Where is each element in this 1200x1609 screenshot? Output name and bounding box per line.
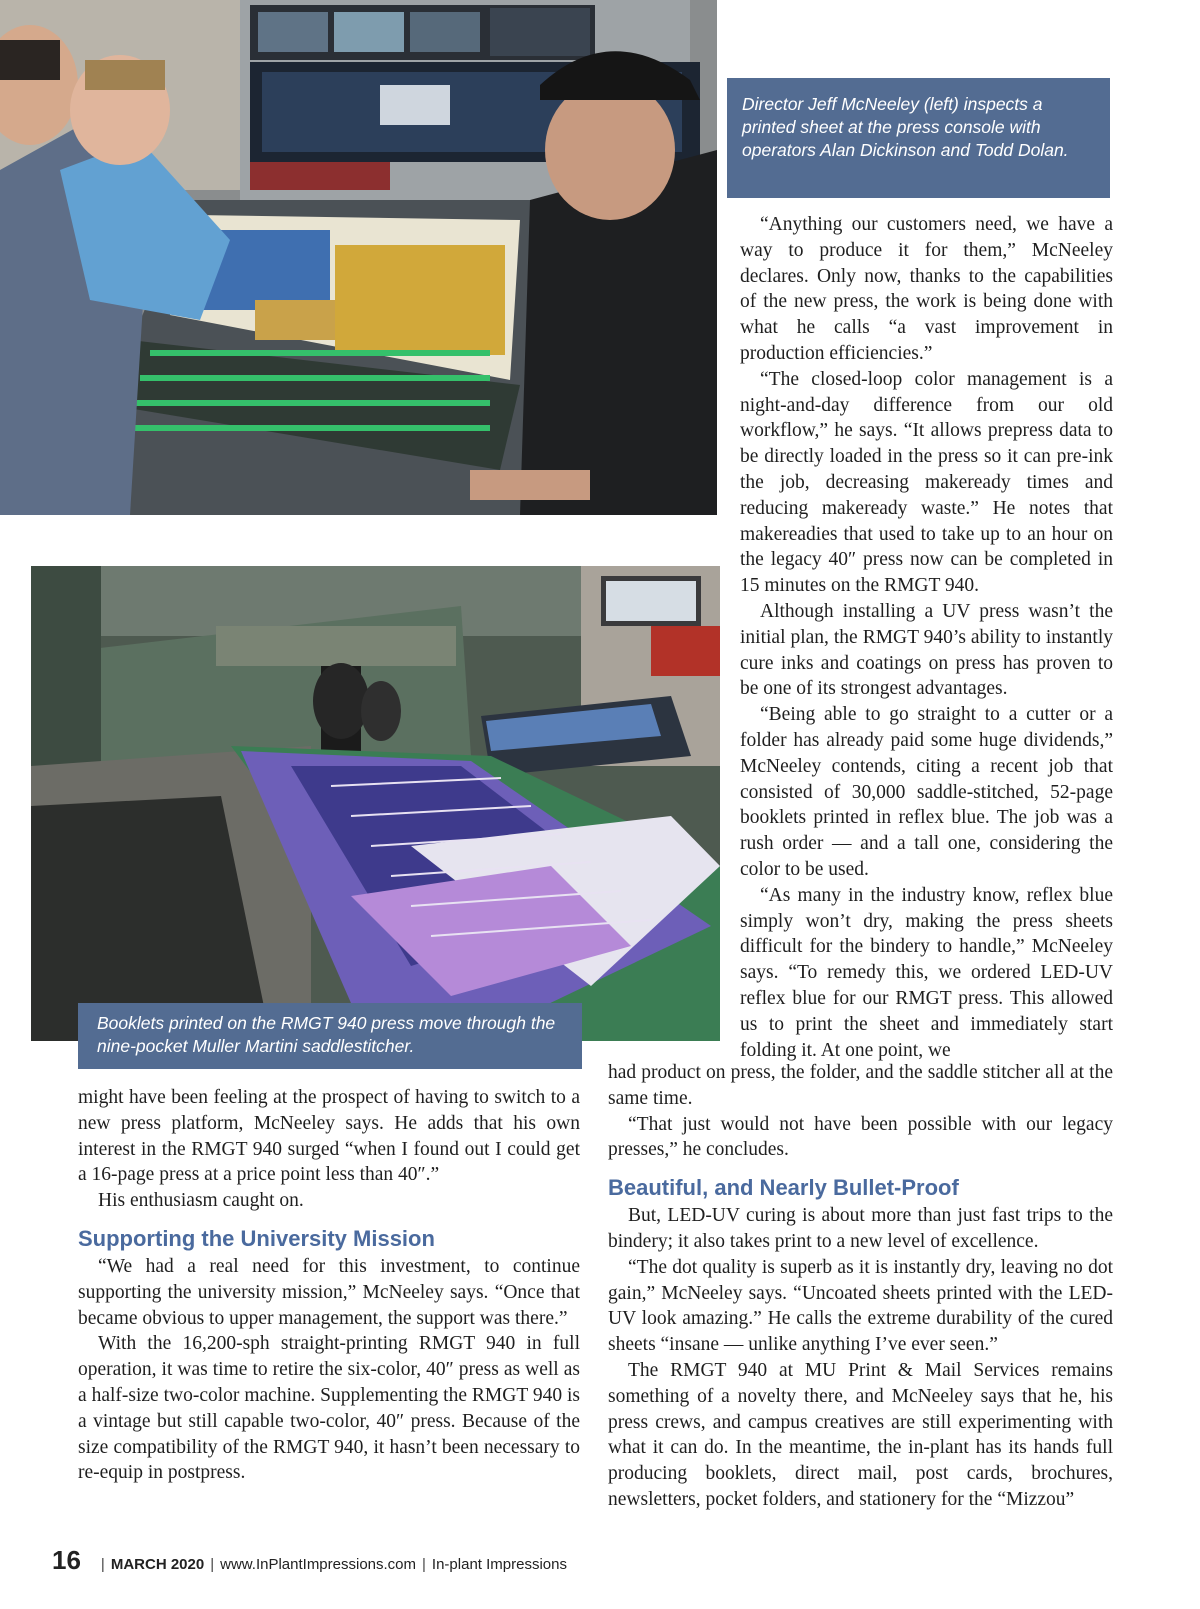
- body-paragraph: Although installing a UV press wasn’t the initial plan, the RMGT 940’s ability to instantly cure inks and coatings on press has proven to be one of its strongest advantages.: [740, 600, 1113, 700]
- press-console-photo-icon: [0, 0, 717, 515]
- photo-caption-top: [727, 78, 1110, 198]
- body-paragraph: The RMGT 940 at MU Print & Mail Services remains something of a novelty there, and McNeeley says that he, his press crews, and campus creatives are still experimenting with what it can do. In the meantime, the in-plant has its hands full producing booklets, direct mail, post cards, brochures, newsletters, pocket folders, and stationery for the “Mizzou”: [608, 1359, 1113, 1510]
- footer-separator: |: [210, 1556, 215, 1573]
- footer-separator: |: [100, 1556, 105, 1573]
- website-link[interactable]: www.InPlantImpressions.com: [220, 1556, 417, 1573]
- body-paragraph: had product on press, the folder, and the saddle stitcher all at the same time.: [608, 1062, 1113, 1109]
- issue-date: MARCH 2020: [110, 1556, 205, 1573]
- body-paragraph: “Being able to go straight to a cutter or a folder has already paid some huge dividends,” McNeeley contends, citing a recent job that consisted of 30,000 saddle-stitched, 52-page booklets printed in reflex blue. The job was a rush order — and a tall one, considering the color to be used.: [740, 704, 1113, 880]
- left-column: [78, 1085, 580, 1486]
- body-paragraph: “As many in the industry know, reflex blue simply won’t dry, making the press sheets difficult for the bindery to handle,” McNeeley says. “To remedy this, we ordered LED-UV reflex blue for our RMGT press. This allowed us to print the sheet and immediately start folding it. At one point, we: [740, 884, 1113, 1061]
- caption-text: Booklets printed on the RMGT 940 press move through the nine-pocket Muller Martini saddlestitcher.: [97, 1013, 556, 1056]
- section-heading: Beautiful, and Nearly Bullet-Proof: [608, 1175, 959, 1201]
- page-number: 16: [52, 1545, 81, 1575]
- body-paragraph: With the 16,200-sph straight-printing RMGT 940 in full operation, it was time to retire the six-color, 40″ press as well as a half-size two-color machine. Supplementing the RMGT 940 is a vintage but still capable two-color, 40″ press. Because of the size compatibility of the RMGT 940, it hasn’t been necessary to re-equip in postpress.: [78, 1333, 580, 1484]
- saddlestitcher-photo-icon: [31, 566, 720, 1041]
- right-column-lower: [608, 1060, 1113, 1513]
- body-paragraph: “That just would not have been possible with our legacy presses,” he concludes.: [608, 1113, 1113, 1161]
- photo-caption-middle: [78, 1003, 582, 1069]
- body-paragraph: “The dot quality is superb as it is instantly dry, leaving no dot gain,” McNeeley says. “Uncoated sheets printed with the LED-UV look amazing.” He calls the extreme durability of the cured sheets “insane — unlike anything I’ve ever seen.”: [608, 1256, 1113, 1356]
- body-paragraph: His enthusiasm caught on.: [98, 1190, 304, 1212]
- body-paragraph: “We had a real need for this investment, to continue supporting the university mission,” McNeeley says. “Once that became obvious to upper management, the support was there.”: [78, 1255, 580, 1329]
- page-footer: [52, 1545, 567, 1577]
- caption-text: Director Jeff McNeeley (left) inspects a printed sheet at the press console with operators Alan Dickinson and Todd Dolan.: [742, 94, 1069, 160]
- publication-name: In-plant Impressions: [431, 1556, 567, 1573]
- press-console-photo: [0, 0, 717, 515]
- body-paragraph: might have been feeling at the prospect of having to switch to a new press platform, McNeeley says. He adds that his own interest in the RMGT 940 surged “when I found out I could get a 16-page press at a price point less than 40″.”: [78, 1087, 580, 1186]
- section-heading: Supporting the University Mission: [78, 1225, 435, 1251]
- body-paragraph: “Anything our customers need, we have a way to produce it for them,” McNeeley declares. Only now, thanks to the capabilities of the new press, the work is being done with what he calls “a vast improvement in production efficiencies.”: [740, 214, 1113, 364]
- footer-separator: |: [422, 1556, 426, 1573]
- saddlestitcher-photo: [31, 566, 720, 1041]
- body-paragraph: “The closed-loop color management is a night-and-day difference from our old workflow,” he says. “It allows prepress data to be directly loaded in the press so it can pre-ink the job, decreasing makeready times and reducing makeready waste.” He notes that makereadies that used to take up to an hour on the legacy 40″ press now can be completed in 15 minutes on the RMGT 940.: [740, 368, 1113, 597]
- body-paragraph: But, LED-UV curing is about more than just fast trips to the bindery; it also takes print to a new level of excellence.: [608, 1205, 1113, 1252]
- right-column-upper: [740, 212, 1113, 1063]
